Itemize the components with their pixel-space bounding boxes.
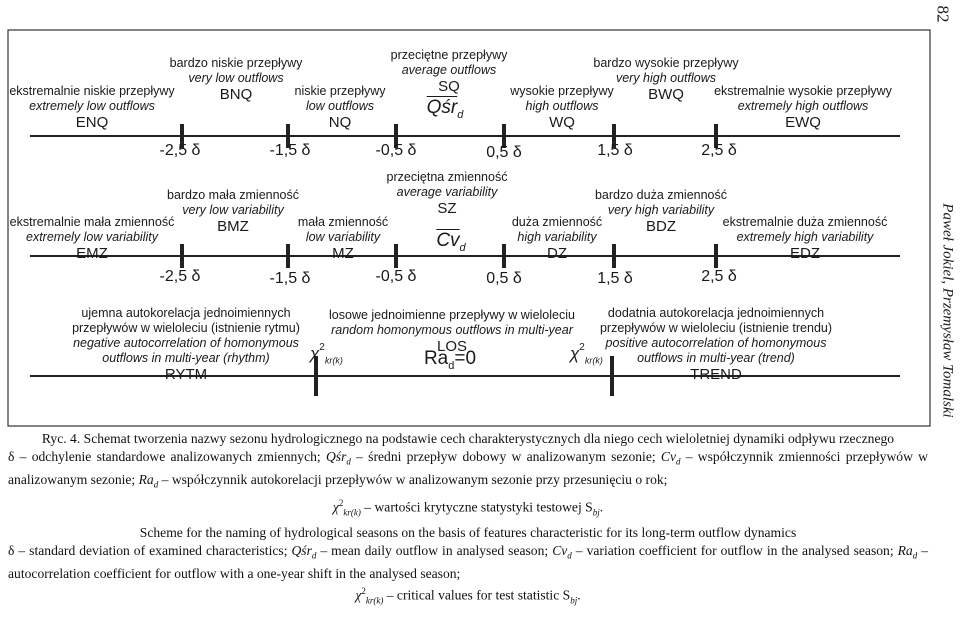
label-rytm: ujemna autokorelacja jednoimiennych przepływów w wieloleciu (istnienie rytmu) negative autocorrelation of homonymous outflows in multi-year (rhythm) RYTM <box>72 306 300 383</box>
label-los: losowe jednoimienne przepływy w wieloleciu random homonymous outflows in multi-year LOS <box>329 308 575 355</box>
label-bwq: bardzo wysokie przepływy very high outflows BWQ <box>593 56 739 103</box>
tick-label: -2,5 δ <box>159 142 201 159</box>
formula-cv: $\overline{Cv}_d$ <box>436 230 466 254</box>
label-nq: niskie przepływy low outflows NQ <box>294 84 386 131</box>
label-bdz: bardzo duża zmienność very high variability BDZ <box>594 188 728 235</box>
tick-label: 0,5 δ <box>486 270 522 287</box>
label-emz: ekstremalnie mała zmienność extremely low variability EMZ <box>9 215 175 262</box>
formula-ra: $Ra_d=0$ <box>423 348 477 372</box>
tick-label: 2,5 δ <box>701 268 737 285</box>
tick-label: 2,5 δ <box>701 142 737 159</box>
label-trend: dodatnia autokorelacja jednoimiennych przepływów w wieloleciu (istnienie trendu) positive autocorrelation of homonymous outflows in multi-year (trend) TREND <box>599 306 833 383</box>
caption-pl-title: Ryc. 4. Schemat tworzenia nazwy sezonu hydrologicznego na podstawie cech charakterystycznych dla niego cech wieloletniej dynamiki odpływu rzecznego <box>41 431 895 446</box>
page-number: 82 <box>933 5 953 23</box>
tick-label: -1,5 δ <box>269 142 311 159</box>
figure-caption <box>8 430 928 610</box>
tick-label: 0,5 δ <box>486 144 522 161</box>
tick-label: -0,5 δ <box>375 142 417 159</box>
tick-label: -1,5 δ <box>269 270 311 287</box>
label-bnq: bardzo niskie przepływy very low outflows BNQ <box>169 56 303 103</box>
running-header-authors: Paweł Jokiel, Przemysław Tomalski <box>939 203 956 418</box>
tick-label: 1,5 δ <box>597 270 633 287</box>
formula-qsr: $\overline{Qśr}_d$ <box>426 97 464 121</box>
label-ewq: ekstremalnie wysokie przepływy extremely high outflows EWQ <box>714 84 892 131</box>
chi-label-right: $\chi^2_{kr(k)}$ <box>570 342 603 366</box>
label-edz: ekstremalnie duża zmienność extremely high variability EDZ <box>722 215 888 262</box>
label-wq: wysokie przepływy high outflows WQ <box>510 84 614 131</box>
caption-en-chi: $\chi^2_{kr(k)}$ – critical values for test statistic $S_{bj}$. <box>355 585 581 606</box>
chi-label-left: $\chi^2_{kr(k)}$ <box>310 342 343 366</box>
caption-en-legend: δ – standard deviation of examined characteristics; Qśr$_d$ – mean daily outflow in analysed season; $Cv_d$ – variation coefficient for outflow in the analysed season; $Ra_d$ – autocorrelation coefficient for outflow with a one-year shift in the analysed season; <box>8 542 929 582</box>
label-sz: przeciętna zmienność average variability SZ <box>386 170 508 217</box>
tick-label: -0,5 δ <box>375 268 417 285</box>
label-enq: ekstremalnie niskie przepływy extremely low outflows ENQ <box>9 84 175 131</box>
label-sq: przeciętne przepływy average outflows SQ <box>390 48 508 95</box>
caption-en-title: Scheme for the naming of hydrological seasons on the basis of features characteristic for its long-term outflow dynamics <box>139 524 797 540</box>
caption-pl-legend: δ – odchylenie standardowe analizowanych zmiennych; Qśr$_d$ – średni przepływ dobowy w analizowanym sezonie; $Cv_d$ – współczynnik zmienności przepływów w analizowanym sezonie; $Ra_d$ – współczynnik autokorelacji przepływów w analizowanym sezonie przy przesunięciu o rok; <box>8 448 928 491</box>
label-mz: mała zmienność low variability MZ <box>297 215 389 262</box>
caption-pl-chi: $\chi^2_{kr(k)}$ – wartości krytyczne statystyki testowej $S_{bj}$. <box>332 497 604 518</box>
tick-label: -2,5 δ <box>159 268 201 285</box>
tick-label: 1,5 δ <box>597 142 633 159</box>
label-bmz: bardzo mała zmienność very low variability BMZ <box>166 188 300 235</box>
label-dz: duża zmienność high variability DZ <box>511 215 603 262</box>
